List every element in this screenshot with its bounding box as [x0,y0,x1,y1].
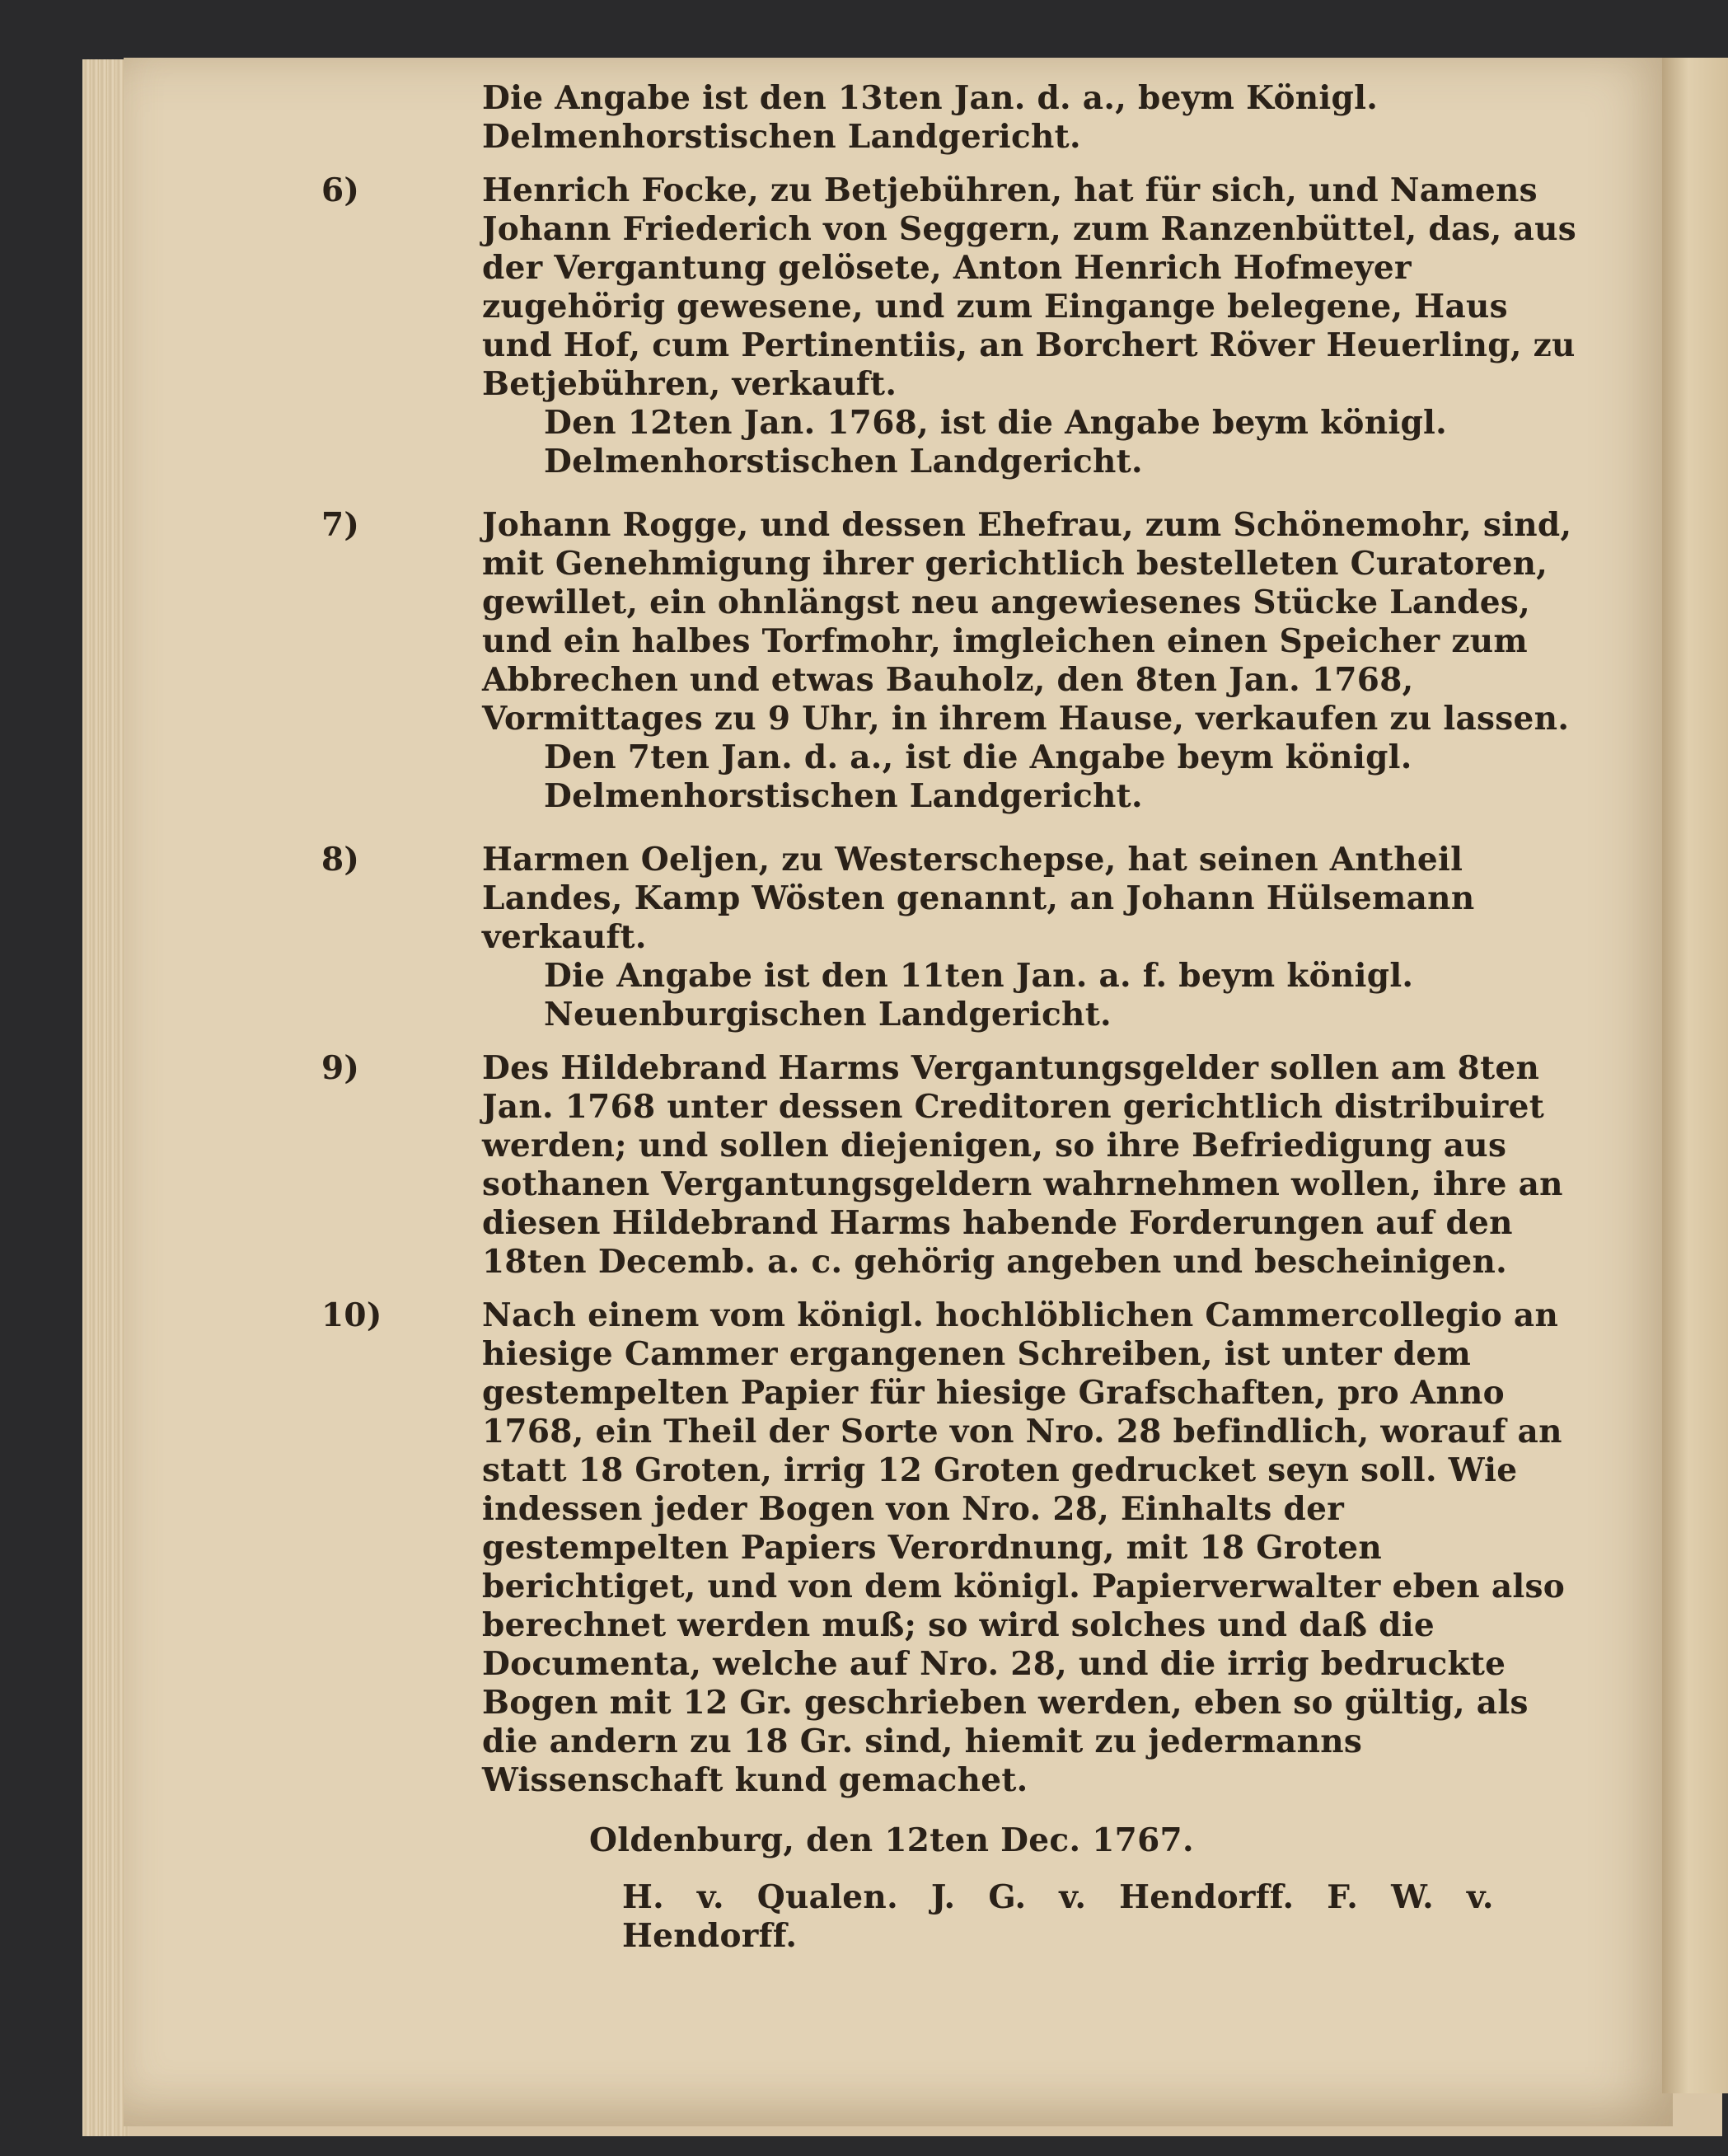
entry-text: Des Hildebrand Harms Vergantungsgelder sollen am 8ten Jan. 1768 unter dessen Creditoren gerichtlich distribuiret werden; und sollen diejenigen, so ihre Befriedigung aus sothanen Vergantungsgeldern wahrnehmen wollen, ihre an diesen Hildebrand Harms habende Forderungen auf den 18ten Decemb. a. c. gehörig angeben und bescheinigen. [482,1049,1563,1281]
intro-note: Die Angabe ist den 13ten Jan. d. a., beym Königl. Delmenhorstischen Landgericht. [482,79,1379,156]
entry-note: Die Angabe ist den 11ten Jan. a. f. beym königl. Neuenburgischen Landgericht. [544,957,1414,1033]
place-date: Oldenburg, den 12ten Dec. 1767. [589,1821,1194,1859]
entry-7 [321,506,1582,816]
entry-6 [321,171,1582,481]
entry-number: 10) [321,1296,382,1334]
entry-text: Harmen Oeljen, zu Westerschepse, hat seinen Antheil Landes, Kamp Wösten genannt, an Johann Hülsemann verkauft. [482,841,1475,956]
entry-8 [321,841,1582,1034]
entry-number: 9) [321,1049,360,1087]
book-gutter [1662,58,1728,2093]
signatories: H. v. Qualen. J. G. v. Hendorff. F. W. v. Hendorff. [622,1878,1494,1955]
entry-number: 8) [321,841,360,879]
document-body [321,79,1582,1956]
entry-text: Nach einem vom königl. hochlöblichen Cammercollegio an hiesige Cammer ergangenen Schreiben, ist unter dem gestempelten Papier für hiesige Grafschaften, pro Anno 1768, ein Theil der Sorte von Nro. 28 befindlich, worauf an statt 18 Groten, irrig 12 Groten gedrucket seyn soll. Wie indessen jeder Bogen von Nro. 28, Einhalts der gestempelten Papiers Verordnung, mit 18 Groten berichtiget, und von dem königl. Papierverwalter eben also berechnet werden muß; so wird solches und daß die Documenta, welche auf Nro. 28, und die irrig bedruckte Bogen mit 12 Gr. geschrieben werden, eben so gültig, als die andern zu 18 Gr. sind, hiemit zu jedermanns Wissenschaft kund gemachet. [482,1296,1566,1799]
entry-number: 7) [321,506,360,544]
entry-9 [321,1049,1582,1282]
entry-text: Henrich Focke, zu Betjebühren, hat für sich, und Namens Johann Friederich von Seggern, zum Ranzenbüttel, das, aus der Vergantung gelösete, Anton Henrich Hofmeyer zugehörig gewesene, und zum Eingange belegene, Haus und Hof, cum Pertinentiis, an Borchert Röver Heuerling, zu Betjebühren, verkauft. [482,171,1577,403]
entry-number: 6) [321,171,360,209]
entry-text: Johann Rogge, und dessen Ehefrau, zum Schönemohr, sind, mit Genehmigung ihrer gerichtlich bestelleten Curatoren, gewillet, ein ohnlängst neu angewiesenes Stücke Landes, und ein halbes Torfmohr, imgleichen einen Speicher zum Abbrechen und etwas Bauholz, den 8ten Jan. 1768, Vormittages zu 9 Uhr, in ihrem Hause, verkaufen zu lassen. [482,506,1572,738]
entry-10 [321,1296,1582,1800]
entry-note: Den 7ten Jan. d. a., ist die Angabe beym königl. Delmenhorstischen Landgericht. [544,738,1412,815]
page-edges [82,59,129,2136]
entry-note: Den 12ten Jan. 1768, ist die Angabe beym königl. Delmenhorstischen Landgericht. [544,404,1448,480]
